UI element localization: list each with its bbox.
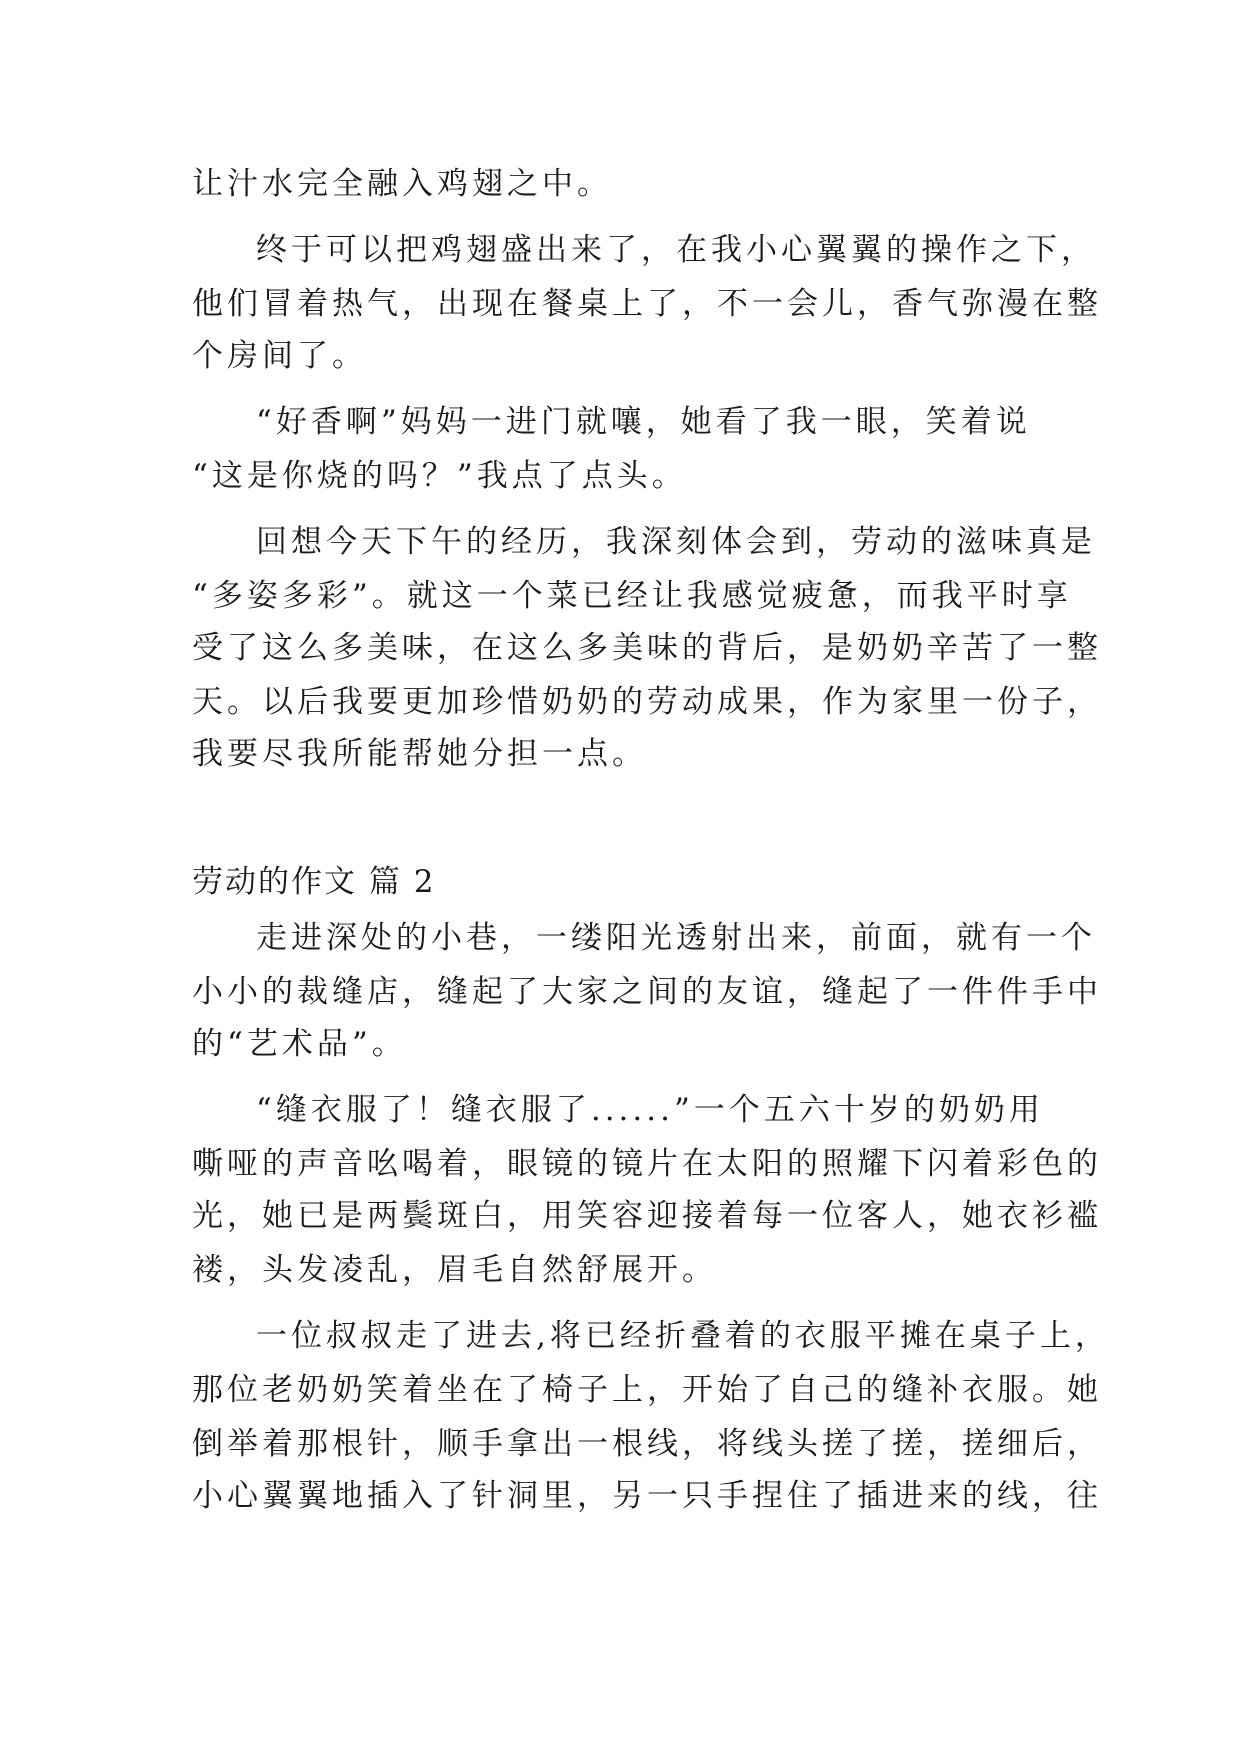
paragraph-line: 倒举着那根针，顺手拿出一根线，将线头搓了搓，搓细后， (192, 1426, 1102, 1462)
paragraph-line: 褛，头发凌乱，眉毛自然舒展开。 (192, 1252, 717, 1288)
paragraph-line: “好香啊”妈妈一进门就嚷，她看了我一眼，笑着说 (256, 404, 1031, 440)
paragraph-line: 一位叔叔走了进去,将已经折叠着的衣服平摊在桌子上， (256, 1318, 1110, 1354)
paragraph-line: 回想今天下午的经历，我深刻体会到，劳动的滋味真是 (256, 524, 1096, 560)
paragraph-line: 我要尽我所能帮她分担一点。 (192, 736, 647, 772)
paragraph-line: 小小的裁缝店，缝起了大家之间的友谊，缝起了一件件手中 (192, 974, 1102, 1010)
paragraph-line: 嘶哑的声音吆喝着，眼镜的镜片在太阳的照耀下闪着彩色的 (192, 1146, 1102, 1182)
paragraph-line: 小心翼翼地插入了针洞里，另一只手捏住了插进来的线，往 (192, 1478, 1102, 1514)
paragraph-line: 他们冒着热气，出现在餐桌上了，不一会儿，香气弥漫在整 (192, 286, 1102, 322)
paragraph-line: 那位老奶奶笑着坐在了椅子上，开始了自己的缝补衣服。她 (192, 1372, 1102, 1408)
section-heading: 劳动的作文 篇 2 (192, 864, 436, 900)
paragraph-line: “这是你烧的吗？”我点了点头。 (192, 458, 687, 494)
paragraph-line: “缝衣服了！缝衣服了......”一个五六十岁的奶奶用 (256, 1092, 1044, 1128)
paragraph-line: “多姿多彩”。就这一个菜已经让我感觉疲惫，而我平时享 (192, 578, 1072, 614)
paragraph-line: 的“艺术品”。 (192, 1026, 407, 1062)
paragraph-line: 受了这么多美味，在这么多美味的背后，是奶奶辛苦了一整 (192, 630, 1102, 666)
paragraph-line: 走进深处的小巷，一缕阳光透射出来，前面，就有一个 (256, 920, 1096, 956)
paragraph-line: 个房间了。 (192, 338, 367, 374)
paragraph-line: 天。以后我要更加珍惜奶奶的劳动成果，作为家里一份子， (192, 684, 1102, 720)
paragraph-line: 让汁水完全融入鸡翅之中。 (192, 166, 612, 202)
paragraph-line: 终于可以把鸡翅盛出来了，在我小心翼翼的操作之下， (256, 232, 1096, 268)
paragraph-line: 光，她已是两鬓斑白，用笑容迎接着每一位客人，她衣衫褴 (192, 1198, 1102, 1234)
